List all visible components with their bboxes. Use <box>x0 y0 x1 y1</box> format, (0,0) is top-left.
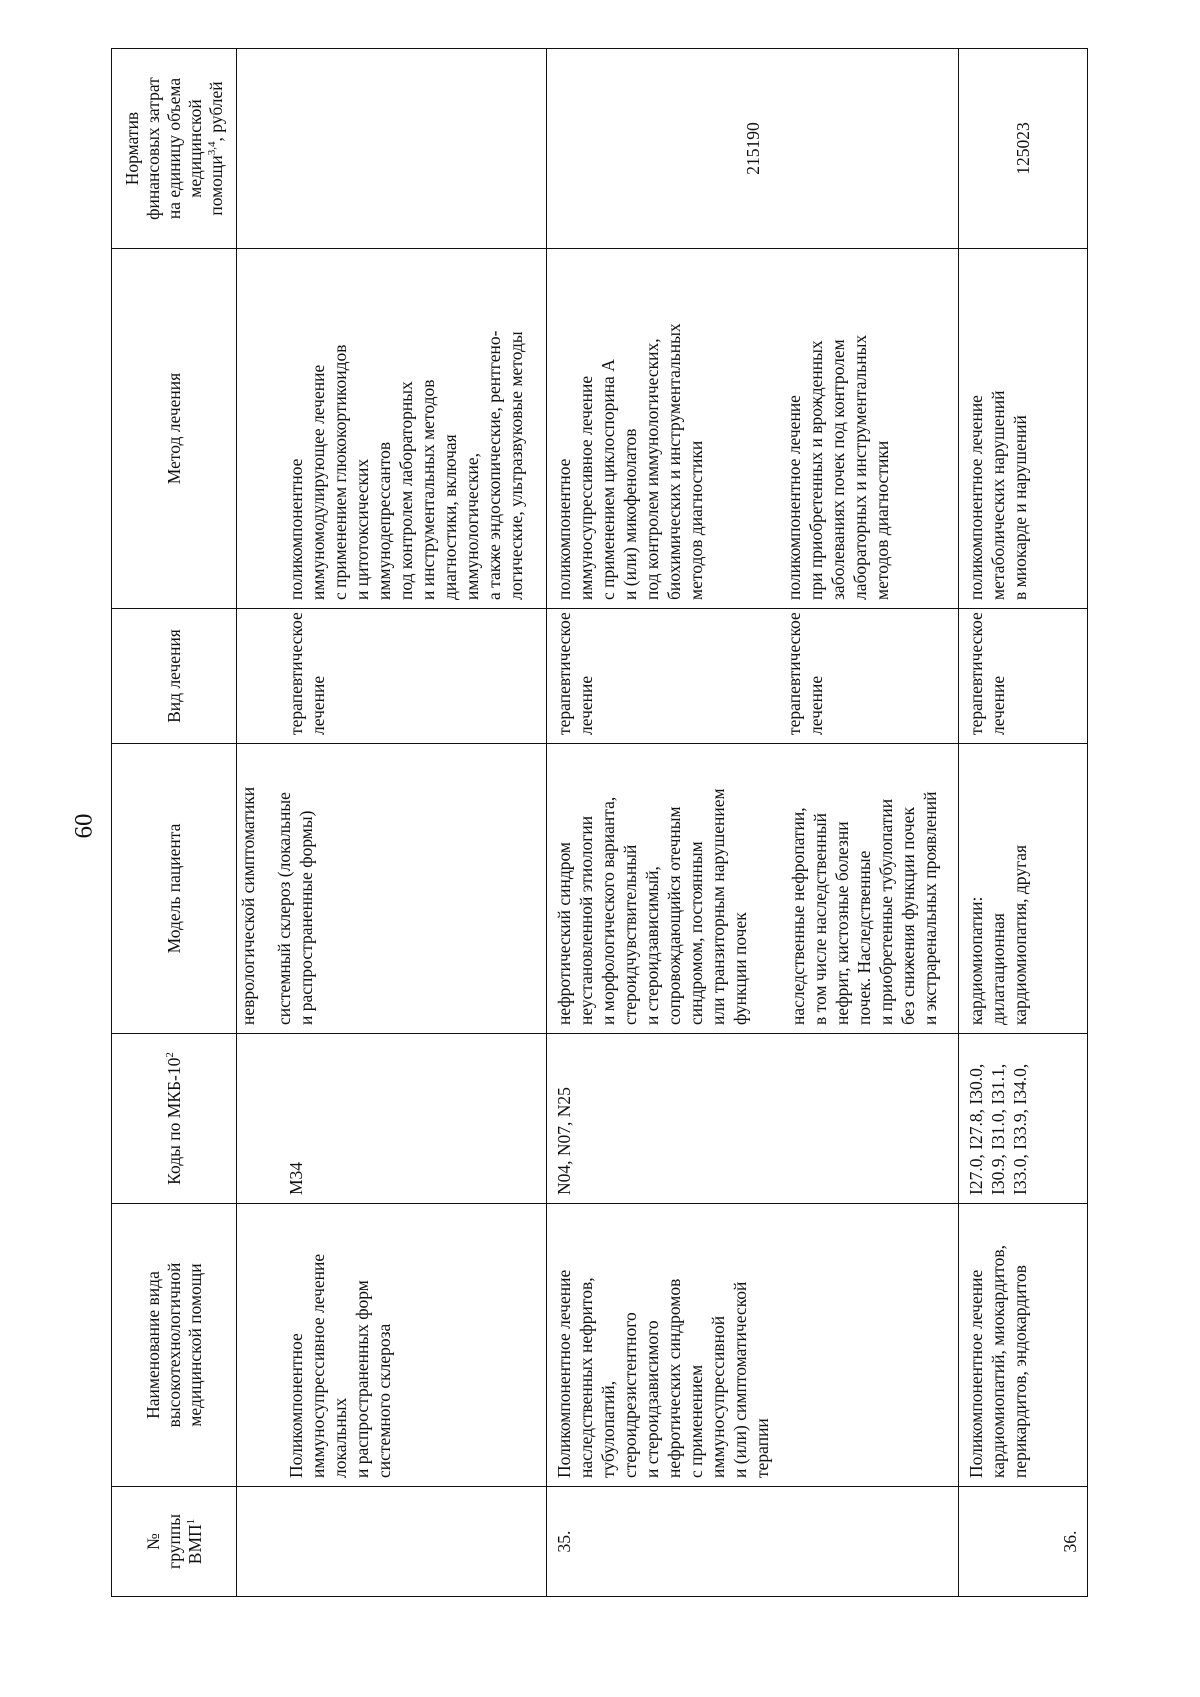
kind-part-1: терапевтическое лечение <box>554 612 596 735</box>
cell-name: Поликомпонентное иммуносупрессивное лечение локальных и распространенных форм системного склероза <box>237 1204 547 1487</box>
cell-codes: I27.0, I27.8, I30.0, I30.9, I31.0, I31.1, I33.0, I33.9, I34.0, <box>959 1034 1088 1204</box>
cell-norm: 215190 <box>547 49 959 249</box>
cell-group-no: 36. <box>959 1487 1088 1597</box>
cell-codes: M34 <box>237 1034 547 1204</box>
cell-norm: 125023 <box>959 49 1088 249</box>
table-header-row <box>112 49 237 1597</box>
table-row <box>547 49 959 1597</box>
header-norm: Норматив финансовых затрат на единицу объема медицинской помощи$^{3,4}$, рублей <box>112 49 237 249</box>
table-row <box>237 49 547 1597</box>
cell-model: неврологической симптоматики системный склероз (локальные и распространенные формы) <box>237 744 547 1034</box>
cell-kind <box>547 609 959 744</box>
kind-part-2: терапевтическое лечение <box>784 612 826 735</box>
cell-name: Поликомпонентное лечение кардиомиопатий, миокардитов, перикардитов, эндокардитов <box>959 1204 1088 1487</box>
cell-norm <box>237 49 547 249</box>
model-continuation: неврологической симптоматики <box>238 786 258 1025</box>
model-part-1: нефротический синдром неустановленной этиологии и морфологического варианта, стероидчувствительный и стероидзависимый, сопровождающийся отечным синдромом, постоянным или транзиторным нарушением функции почек <box>554 788 750 1025</box>
header-group-no: № группы ВМП$^1$ <box>112 1487 237 1597</box>
cell-kind: терапевтическое лечение <box>237 609 547 744</box>
cell-method: поликомпонентное иммуномодулирующее лечение с применением глюкокортикоидов и цитотоксических иммунодепрессантов под контролем лабораторных и инструментальных методов диагностики, включая иммунологические, а также эндоскопические, рентгено- логические, ультразвуковые методы <box>237 249 547 609</box>
header-codes: Коды по МКБ-$10^2$ <box>112 1034 237 1204</box>
header-model: Модель пациента <box>112 744 237 1034</box>
cell-group-no <box>237 1487 547 1597</box>
header-method: Метод лечения <box>112 249 237 609</box>
cell-name: Поликомпонентное лечение наследственных нефритов, тубулопатий, стероидрезистентного и стероидзависимого нефротических синдромов с применением иммуносупрессивной и (или) симптоматической терапии <box>547 1204 959 1487</box>
cell-model <box>547 744 959 1034</box>
cell-group-no: 35. <box>547 1487 959 1597</box>
table-row <box>959 49 1088 1597</box>
method-part-1: поликомпонентное иммуносупрессивное лечение с применением циклоспорина А и (или) микофенолатов под контролем иммунологических, биохимических и инструментальных методов диагностики <box>554 323 706 600</box>
cell-method <box>547 249 959 609</box>
cell-method: поликомпонентное лечение метаболических нарушений в миокарде и нарушений <box>959 249 1088 609</box>
cell-codes: N04, N07, N25 <box>547 1034 959 1204</box>
cell-kind: терапевтическое лечение <box>959 609 1088 744</box>
method-part-2: поликомпонентное лечение при приобретенных и врожденных заболеваниях почек под контролем лабораторных и инструментальных методов диагностики <box>784 334 892 600</box>
header-name: Наименование вида высокотехнологичной медицинской помощи <box>112 1204 237 1487</box>
cell-model: кардиомиопатии: дилатационная кардиомиопатия, другая <box>959 744 1088 1034</box>
vmp-table <box>111 48 1088 1597</box>
table-frame <box>111 49 1088 1597</box>
model-part-2: наследственные нефропатии, в том числе наследственный нефрит, кистозные болезни почек. Наследственные и приобретенные тубулопатии без снижения функции почек и экстраренальных проявлений <box>788 791 940 1025</box>
page-number: 60 <box>70 813 98 839</box>
header-kind: Вид лечения <box>112 609 237 744</box>
